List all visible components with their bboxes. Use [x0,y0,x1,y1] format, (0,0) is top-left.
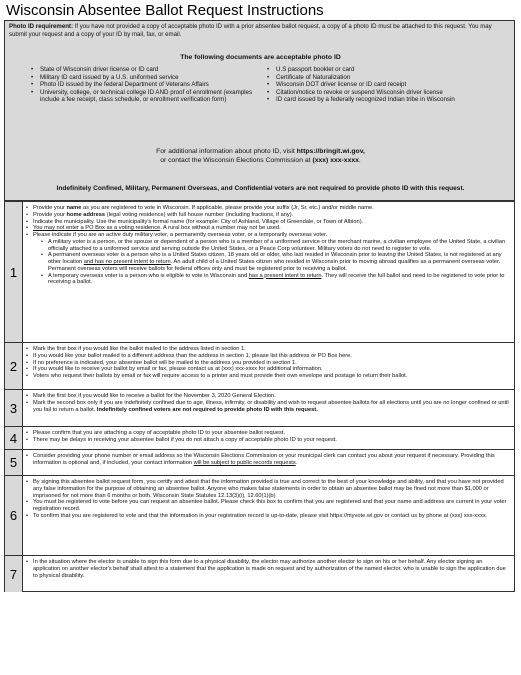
acceptable-doc-item: • Certificate of Naturalization [267,74,489,82]
section-5-list [26,453,511,467]
list-item: • If you would like to receive your ballot by email or fax, please contact us at (xxx) xxx-xxxx for additional information. [26,366,511,373]
list-item: • Consider providing your phone number or email address so the Wisconsin Elections Commission or your municipal clerk can contact you about your request if necessary. Providing this information is optional and, if included, your contact information will be subject to public records requests. [26,453,511,467]
photo-id-requirement-text [9,23,511,38]
list-item: • Mark the second box only if you are indefinitely confined due to age, illness, infirmity, or disability and wish to request absentee ballots for all elections until you are no longer confined or until you fail to return a ballot. Indefinitely confined voters are not required to provide photo ID with this request. [26,400,511,414]
photo-id-requirement-box [4,20,515,201]
additional-info [5,147,516,165]
acceptable-doc-item: • Photo ID issued by the federal Department of Veterans Affairs [31,81,253,89]
section-7-list [26,559,511,579]
list-item: • Voters who request their ballots by email or fax will require access to a printer and must provide their own envelope and postage to return their ballot. [26,373,511,380]
list-item: • You must be registered to vote before you can request an absentee ballot. Please check this box to confirm that you are registered and that your name and address are current in your voter registration record. [26,499,511,513]
list-item: • Please confirm that you are attaching a copy of acceptable photo ID to your absentee ballot request. [26,430,511,437]
list-item: • To confirm that you are registered to vote and that the information in your registration record is up-to-date, please visit https://myvote.wi.gov or contact us by phone at (xxx) xxx-xxxx. [26,513,511,520]
acceptable-doc-item: • Military ID card issued by a U.S. uniformed service [31,74,253,82]
section-4-list [26,430,511,444]
bringit-link[interactable]: https://bringit.wi.gov, [296,148,365,155]
acceptable-doc-item: • State of Wisconsin driver license or ID card [31,66,253,74]
list-item: • By signing this absentee ballot request form, you certify and attest that the information provided is true and correct to the best of your knowledge and ability, and that you have not provided any false information for the purpose of obtaining an absentee ballot. Anyone who makes false statements in order to obtain an absentee ballot may be fined not more than $1,000 or imprisoned for not more than 6 months or both. Wisconsin State Statutes 12.13(3)(i), 12.60(1)(b) [26,479,511,499]
section-4 [5,426,514,449]
acceptable-doc-item: • Citation/notice to revoke or suspend Wisconsin driver license [267,89,489,97]
acceptable-docs-left-list [31,66,253,104]
section-instructions [4,201,515,592]
section-number: 5 [5,450,23,475]
section-1-list [26,205,511,286]
list-item: • There may be delays in receiving your absentee ballot if you do not attach a copy of acceptable photo ID to your request. [26,437,511,444]
photo-id-requirement-body: If you have not provided a copy of acceptable photo ID with a prior absentee ballot request, a copy of a photo ID must be attached to this request. You may submit your request and a copy of your ID by mail, fax, or email. [9,23,492,38]
list-item: • You may not enter a PO Box as a voting residence. A rural box without a number may not be used. [26,225,511,232]
list-item: • Mark the first box if you would like the ballot mailed to the address listed in section 1. [26,346,511,353]
section-number: 4 [5,427,23,449]
photo-id-requirement-label: Photo ID requirement: [9,23,73,30]
list-item: • Mark the first box if you would like to receive a ballot for the November 3, 2020 General Election. [26,393,511,400]
voter-type-list [33,239,511,286]
acceptable-doc-item: • ID card issued by a federally recognized Indian tribe in Wisconsin [267,96,489,104]
section-3-list [26,393,511,413]
commission-phone: (xxx) xxx-xxxx [312,157,359,164]
section-2 [5,342,514,389]
section-number: 2 [5,343,23,389]
section-number: 3 [5,390,23,426]
list-item: • Indicate the municipality. Use the municipality's formal name (for example: City of Ashland, Village of Greendale, or Town of Albion). [26,219,511,226]
acceptable-docs-right-list [267,66,489,104]
section-6-list [26,479,511,520]
list-item: • Provide your home address (legal voting residence) with full house number (including fractions, if any). [26,212,511,219]
section-number: 7 [5,556,23,592]
list-item: • A permanent overseas voter is a person who is a United States citizen, 18 years old or older, who last resided in Wisconsin prior to leaving the United States, is not registered at any other location and has no present intent to return. An adult child of a United States citizen who resided in Wisconsin prior to moving abroad qualifies as a permanent overseas voter. Permanent overseas voters will receive ballots for federal offices only and must be registered prior to receiving a ballot. [41,252,511,272]
section-6 [5,475,514,555]
section-3 [5,389,514,426]
photo-id-exemption-note: Indefinitely Confined, Military, Permanent Overseas, and Confidential voters are not required to provide photo ID with this request. [56,185,465,192]
additional-info-text: For additional information about photo ID, visit [156,148,295,155]
list-item: • In the situation where the elector is unable to sign this form due to a physical disability, the elector may authorize another elector to sign on his or her behalf. Any elector signing an application on another elector's behalf shall attest to a statement that the application is made on request and by authorization of the named elector, who is unable to sign the application due to physical disability. [26,559,511,579]
page-title: Wisconsin Absentee Ballot Request Instructions [6,2,324,19]
list-item: • If no preference is indicated, your absentee ballot will be mailed to the address you provided in section 1. [26,360,511,367]
section-5 [5,449,514,475]
acceptable-docs-heading: The following documents are acceptable photo ID [180,54,341,61]
section-number: 1 [5,202,23,342]
acceptable-doc-item: • Wisconsin DOT driver license or ID card receipt [267,81,489,89]
list-item: • A military voter is a person, or the spouse or dependent of a person who is a member of a uniformed service or the merchant marine, a civilian employee of the United State, a civilian officially attached to a uniformed service and serving outside the United States, or a Peace Corp volunteer. Military voters do not need to register to vote. [41,239,511,253]
section-number: 6 [5,476,23,555]
acceptable-doc-item: • U.S passport booklet or card [267,66,489,74]
acceptable-doc-item: • University, college, or technical college ID AND proof of enrollment (examples include a fee receipt, class schedule, or enrollment verification form) [31,89,253,104]
additional-info-end: . [358,157,361,164]
section-2-list [26,346,511,380]
section-7 [5,555,514,592]
list-item: • Provide your name as you are registered to vote in Wisconsin. If applicable, please provide your suffix (Jr, Sr, etc.) and/or middle name. [26,205,511,212]
additional-info-contact: or contact the Wisconsin Elections Commission at [160,157,311,164]
list-item: • Please indicate if you are an active duty military voter, a permanently overseas voter, or a temporarily overseas voter. • A military voter is a person, or the spouse or dependent of a person who is a member of a uniformed service or the merchant marine, a civilian employee of the United State, a civilian officially attached to a uniformed service and serving outside the United States, or a Peace Corp volunteer. Military voters do not need to register to vote. • A permanent overseas voter is a person who is a United States citizen, 18 years old or older, who last resided in Wisconsin prior to leaving the United States, is not registered at any other location and has no present intent to return. An adult child of a United States citizen who resided in Wisconsin prior to moving abroad qualifies as a permanent overseas voter. Permanent overseas voters will receive ballots for federal offices only and must be registered prior to receiving a ballot. • A temporary overseas voter is a person who is eligible to vote in Wisconsin and has a present intent to return. They will receive the full ballot and need to be registered to vote prior to receiving a ballot. [26,232,511,286]
section-1 [5,201,514,342]
list-item: • If you would like your ballot mailed to a different address than the address in section 1, please list this address or PO Box here. [26,353,511,360]
list-item: • A temporary overseas voter is a person who is eligible to vote in Wisconsin and has a present intent to return. They will receive the full ballot and need to be registered to vote prior to receiving a ballot. [41,273,511,287]
